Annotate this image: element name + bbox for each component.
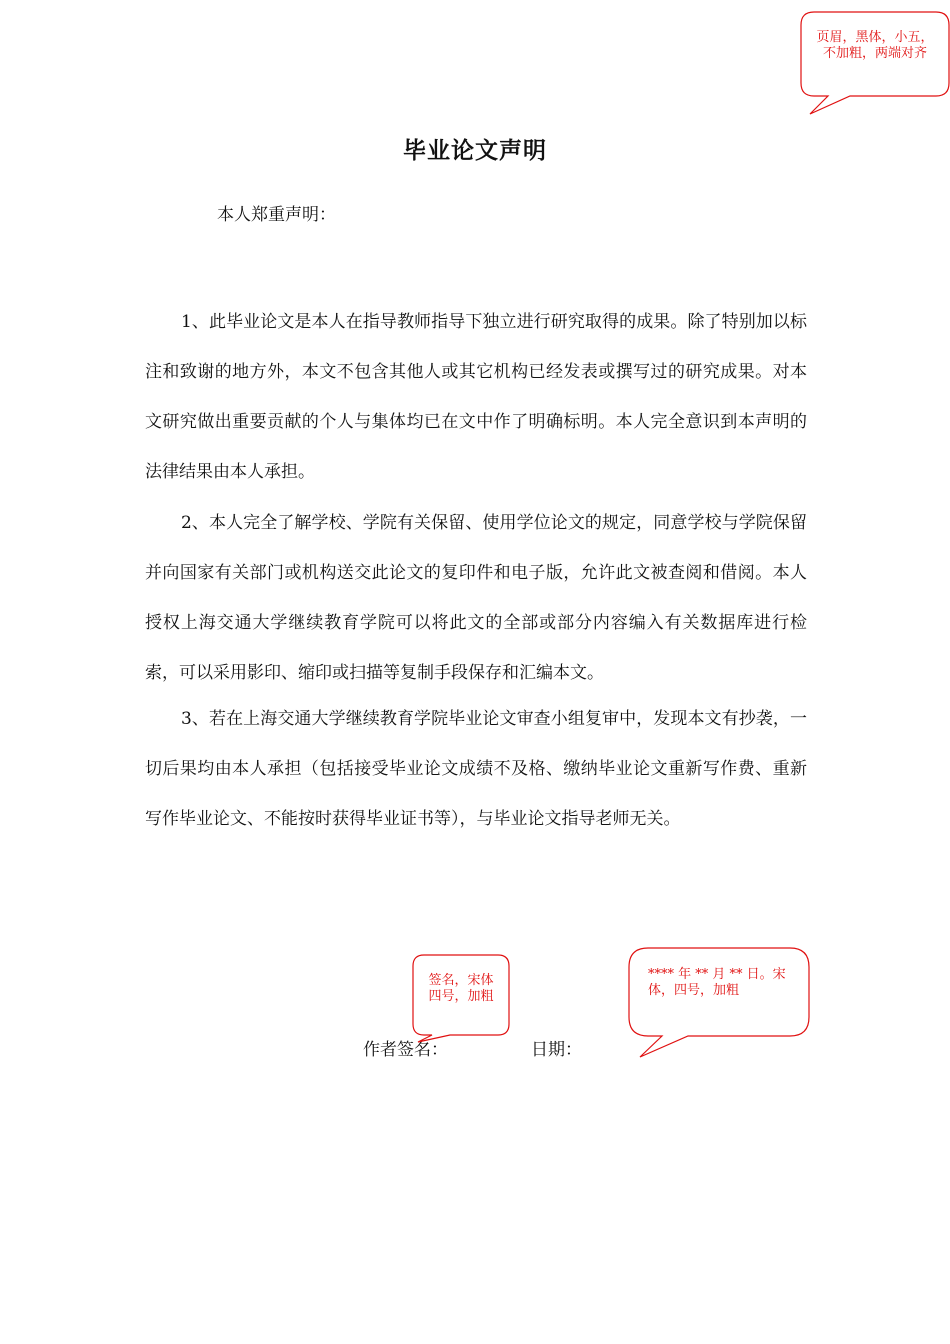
signature-format-callout (412, 954, 512, 1044)
header-format-callout (800, 10, 950, 116)
callout-bubble-shape (800, 10, 950, 116)
callout-text-line: **** 年 ** 月 ** 日。宋 (648, 967, 786, 982)
page-title: 毕业论文声明 (403, 138, 547, 164)
date-label: 日期： (531, 1040, 582, 1060)
signature-label: 作者签名： (363, 1040, 448, 1060)
date-format-callout (628, 947, 810, 1059)
intro-text: 本人郑重声明： (217, 205, 336, 225)
callout-bubble-shape (628, 947, 810, 1059)
declaration-paragraph-3: 3、若在上海交通大学继续教育学院毕业论文审查小组复审中，发现本文有抄袭，一切后果均由本人承担（包括接受毕业论文成绩不及格、缴纳毕业论文重新写作费、重新写作毕业论文、不能按时获得毕业证书等），与毕业论文指导老师无关。 (145, 709, 807, 829)
callout-text-line: 页眉，黑体，小五， (816, 30, 934, 45)
declaration-paragraph-2: 2、本人完全了解学校、学院有关保留、使用学位论文的规定，同意学校与学院保留并向国家有关部门或机构送交此论文的复印件和电子版，允许此文被查阅和借阅。本人授权上海交通大学继续教育学院可以将此文的全部或部分内容编入有关数据库进行检索，可以采用影印、缩印或扫描等复制手段保存和汇编本文。 (145, 513, 807, 683)
declaration-paragraph-1: 1、此毕业论文是本人在指导教师指导下独立进行研究取得的成果。除了特别加以标注和致谢的地方外，本文不包含其他人或其它机构已经发表或撰写过的研究成果。对本文研究做出重要贡献的个人与集体均已在文中作了明确标明。本人完全意识到本声明的法律结果由本人承担。 (145, 312, 807, 482)
callout-text-line: 四号，加粗 (428, 989, 494, 1004)
callout-text-line: 不加粗，两端对齐 (822, 46, 927, 61)
callout-text-line: 体，四号，加粗 (648, 983, 740, 998)
callout-text-line: 签名，宋体 (428, 973, 494, 988)
